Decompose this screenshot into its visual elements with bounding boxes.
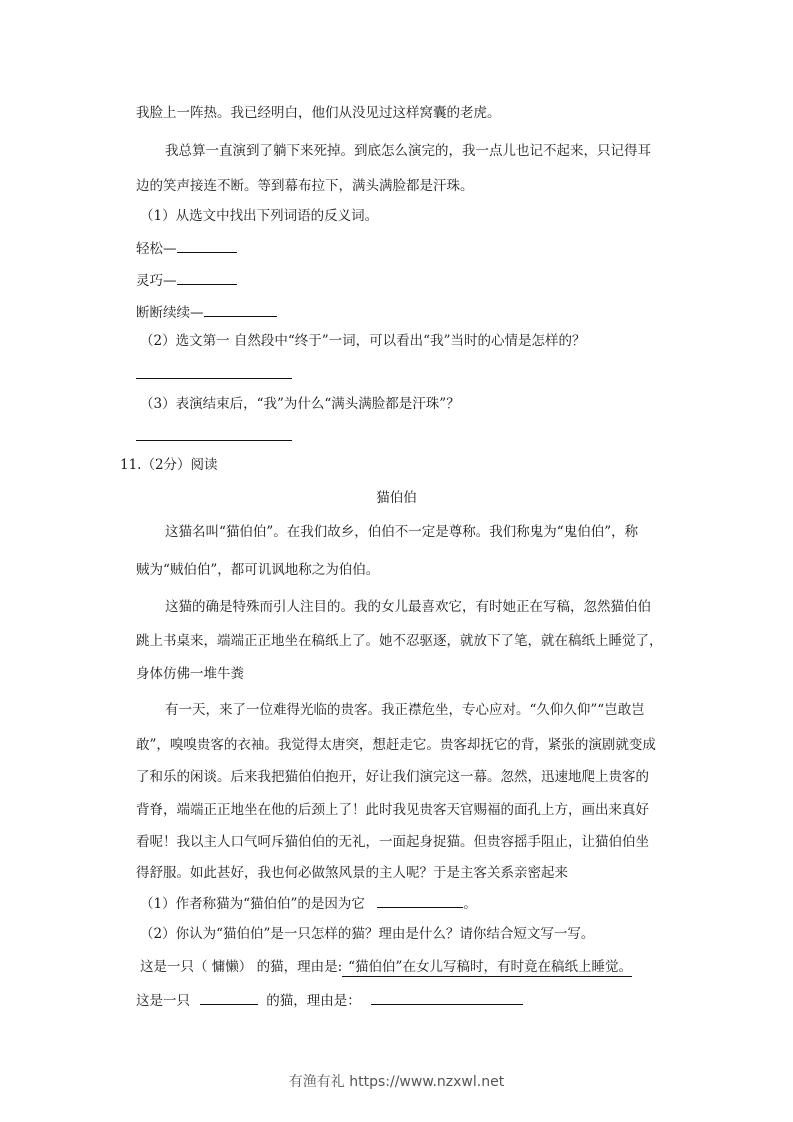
question-prompt: （2）选文第一 自然段中“终于”一词，可以看出“我”当时的心情是怎样的？ bbox=[140, 333, 586, 349]
fill-prefix: 这是一只 bbox=[136, 993, 190, 1009]
antonym-word: 断断续续— bbox=[136, 305, 204, 321]
answer-blank[interactable] bbox=[377, 893, 463, 908]
passage-line: 贼为“贼伯伯”，都可讥讽地称之为伯伯。 bbox=[136, 562, 380, 578]
trait-blank[interactable] bbox=[200, 990, 258, 1005]
passage-title: 猫伯伯 bbox=[376, 490, 417, 506]
passage-line: 得舒服。如此甚好，我也何必做煞风景的主人呢？于是主客关系亲密起来 bbox=[136, 865, 568, 881]
antonym-item bbox=[136, 270, 237, 288]
example-prefix: 这是一只（ bbox=[140, 959, 208, 975]
fill-middle: 的猫，理由是： bbox=[266, 993, 361, 1009]
example-answer bbox=[140, 958, 632, 976]
antonym-word: 轻松— bbox=[136, 241, 177, 257]
passage-line: 有一天，来了一位难得光临的贵客。我正襟危坐，专心应对。“久仰久仰”“岂敢岂 bbox=[165, 702, 645, 718]
antonym-item bbox=[136, 302, 277, 320]
passage-line: 我脸上一阵热。我已经明白，他们从没见过这样窝囊的老虎。 bbox=[136, 105, 501, 121]
passage-line: 我总算一直演到了躺下来死掉。到底怎么演完的，我一点儿也记不起来，只记得耳 bbox=[165, 143, 651, 159]
example-middle: ） 的猫，理由是: bbox=[238, 959, 343, 975]
example-reason: “猫伯伯”在女儿写稿时，有时竟在稿纸上睡觉。 bbox=[342, 959, 632, 977]
answer-line[interactable] bbox=[136, 378, 292, 379]
example-trait: 慵懒 bbox=[211, 959, 239, 975]
antonym-answer-blank[interactable] bbox=[177, 270, 237, 285]
fill-answer bbox=[136, 990, 523, 1008]
question-prompt: （1）从选文中找出下列词语的反义词。 bbox=[140, 208, 379, 224]
passage-line: 这猫名叫“猫伯伯”。在我们故乡，伯伯不一定是尊称。我们称鬼为“鬼伯伯”，称 bbox=[165, 524, 639, 540]
antonym-word: 灵巧— bbox=[136, 273, 177, 289]
passage-line: 背脊，端端正正地坐在他的后颈上了！此时我见贵客天官赐福的面孔上方，画出来真好 bbox=[136, 802, 649, 818]
footer-watermark: 有渔有礼 https://www.nzxwl.net bbox=[288, 1074, 505, 1090]
passage-line: 跳上书桌来，端端正正地坐在稿纸上了。她不忍驱逐，就放下了笔，就在稿纸上睡觉了， bbox=[136, 633, 663, 649]
passage-line: 身体仿佛一堆牛粪 bbox=[136, 666, 244, 682]
passage-line: 了和乐的闲谈。后来我把猫伯伯抱开，好让我们演完这一幕。忽然，迅速地爬上贵客的 bbox=[136, 769, 649, 785]
antonym-answer-blank[interactable] bbox=[204, 302, 277, 317]
passage-line: 这猫的确是特殊而引人注目的。我的女儿最喜欢它，有时她正在写稿，忽然猫伯伯 bbox=[165, 599, 651, 615]
passage-line: 边的笑声接连不断。等到幕布拉下，满头满脸都是汗珠。 bbox=[136, 178, 474, 194]
passage-line: 敢”，嗅嗅贵客的衣袖。我觉得太唐突，想赶走它。贵客却抚它的背，紧张的演剧就变成 bbox=[136, 737, 656, 753]
antonym-answer-blank[interactable] bbox=[177, 238, 237, 253]
period: 。 bbox=[463, 896, 477, 912]
antonym-item bbox=[136, 238, 237, 256]
question-prompt: （3）表演结束后，“我”为什么“满头满脸都是汗珠”？ bbox=[140, 396, 460, 412]
question-prompt: （2）你认为“猫伯伯”是一只怎样的猫？理由是什么？请你结合短文写一写。 bbox=[140, 926, 595, 942]
passage-line: 看呢！我以主人口气呵斥猫伯伯的无礼，一面起身捉猫。但贵容摇手阻止，让猫伯伯坐 bbox=[136, 834, 649, 850]
reason-blank[interactable] bbox=[371, 990, 523, 1005]
question-header: 11.（2分）阅读 bbox=[120, 457, 218, 473]
answer-line[interactable] bbox=[136, 440, 292, 441]
question-prompt: （1）作者称猫为“猫伯伯”的是因为它 bbox=[140, 896, 365, 912]
question-item bbox=[140, 893, 477, 911]
